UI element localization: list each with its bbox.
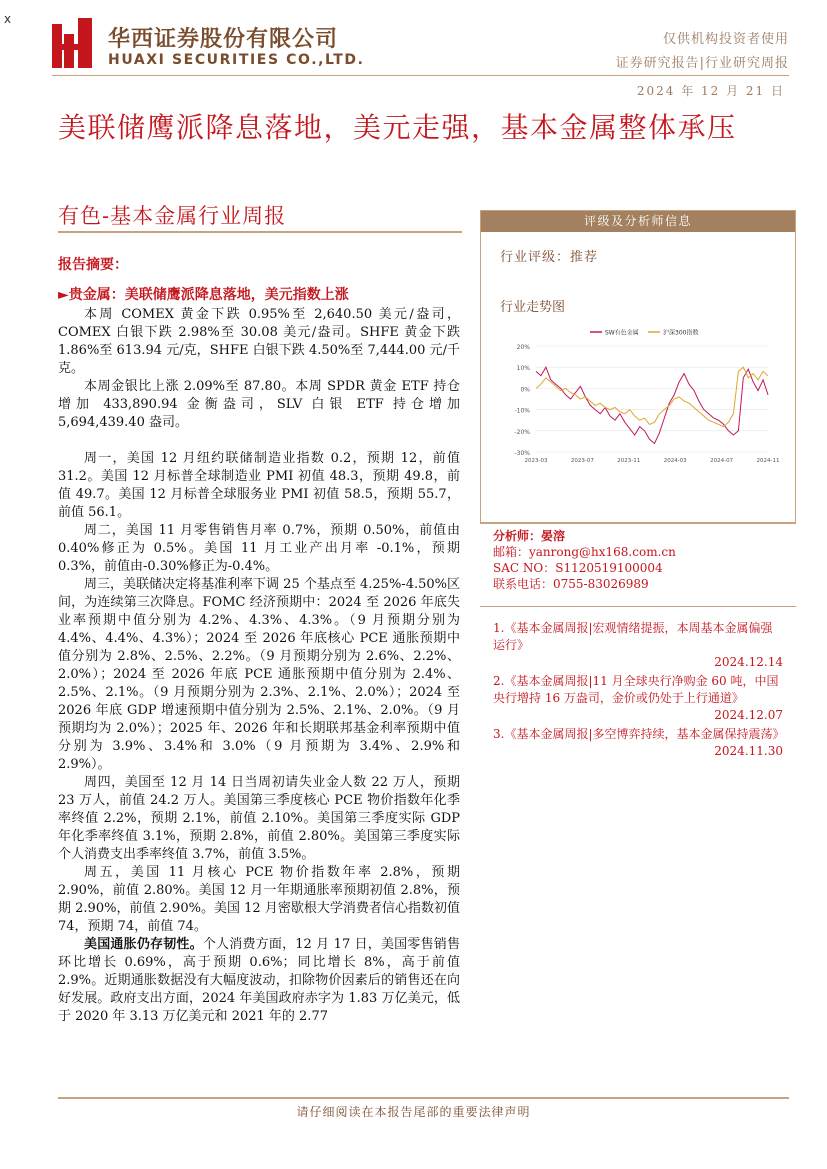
analyst-sac: SAC NO：S1120519100004 — [493, 561, 663, 575]
analyst-name: 分析师：晏溶 — [493, 529, 566, 543]
y-tick-label: 10% — [516, 365, 530, 373]
x-tick-label: 2023-07 — [570, 458, 594, 464]
summary-heading: 报告摘要： — [58, 257, 128, 273]
trend-chart-label: 行业走势图 — [500, 300, 566, 315]
industry-trend-chart — [500, 322, 780, 472]
paragraph: 周一，美国 12 月纽约联储制造业指数 0.2，预期 12，前值 31.2。美国 12 月标普全球制造业 PMI 初值 48.3，预期 49.8，前值 49.7。美国 12 月标普全球服务业 PMI 初值 58.5，预期 55.7，前值 56.1。 — [58, 451, 460, 520]
related-report-date: 2024.12.14 — [714, 655, 783, 669]
related-report-date: 2024.12.07 — [714, 708, 783, 722]
footer-divider — [58, 1097, 789, 1099]
x-tick-label: 2024-03 — [663, 458, 687, 464]
y-tick-label: -20% — [514, 428, 530, 436]
paragraph: 本周 COMEX 黄金下跌 0.95%至 2,640.50 美元/盎司，COMEX 白银下跌 2.98%至 30.08 美元/盎司。SHFE 黄金下跌 1.86%至 613.94 元/克，SHFE 白银下跌 4.50%至 7,444.00 元/千克。 — [58, 307, 460, 376]
paragraph-rest: 个人消费方面，12 月 17 日，美国零售销售环比增长 0.69%，高于预期 0.6%；同比增长 8%，高于前值 2.9%。近期通胀数据没有大幅度波动，扣除物价因素后的销售还在向好发展。政府支出方面，2024 年美国政府赤字为 1.83 万亿美元，低于 2020 年 3.13 万亿美元和 2021 年的 2.77 — [58, 937, 460, 1024]
related-report[interactable] — [493, 673, 783, 724]
report-kind: 证券研究报告|行业研究周报 — [615, 56, 789, 71]
legend-label: 沪深300指数 — [663, 329, 699, 337]
related-reports — [493, 620, 783, 762]
paragraph — [58, 936, 460, 1026]
related-report-title: 1.《基本金属周报|宏观情绪提振，本周基本金属偏强运行》 — [493, 621, 773, 652]
paragraph: 周四，美国至 12 月 14 日当周初请失业金人数 22 万人，预期 23 万人，前值 24.2 万人。美国第三季度核心 PCE 物价指数年化季率终值 2.2%，预期 2.1%，前值 2.10%。美国第三季度实际 GDP 年化季率终值 3.1%，预期 2.8%，前值 2.80%。美国第三季度实际个人消费支出季率终值 3.7%，前值 3.5%。 — [58, 775, 460, 862]
related-report-date: 2024.11.30 — [714, 744, 783, 758]
x-tick-label: 2023-11 — [617, 458, 641, 464]
audience-note: 仅供机构投资者使用 — [662, 32, 789, 47]
related-report[interactable] — [493, 620, 783, 671]
gold-section-heading: ►贵金属：美联储鹰派降息落地，美元指数上涨 — [58, 287, 349, 303]
paragraph-bold-lead: 美国通胀仍存韧性。 — [84, 937, 203, 952]
header-divider — [52, 75, 789, 76]
rating-box-title: 评级及分析师信息 — [481, 211, 795, 232]
analyst-email[interactable]: 邮箱：yanrong@hx168.com.cn — [493, 545, 676, 559]
y-tick-label: -30% — [514, 450, 530, 457]
analyst-divider — [480, 522, 796, 524]
y-tick-label: -10% — [514, 407, 530, 415]
summary-body — [58, 306, 460, 1026]
series-line — [536, 367, 768, 426]
series-line — [536, 367, 768, 443]
industry-rating: 行业评级：推荐 — [500, 250, 599, 265]
huaxi-logo-icon — [52, 18, 100, 68]
brand-name-en: HUAXI SECURITIES CO.,LTD. — [108, 52, 365, 68]
paragraph: 周二，美国 11 月零售销售月率 0.7%，预期 0.50%，前值由 0.40%修正为 0.5%。美国 11 月工业产出月率 -0.1%，预期 0.3%，前值由-0.30%修正为-0.4%。 — [58, 523, 460, 574]
brand-name-cn: 华西证券股份有限公司 — [108, 26, 339, 52]
x-tick-label: 2024-07 — [710, 458, 734, 464]
y-tick-label: 20% — [516, 344, 530, 351]
related-report-title: 2.《基本金属周报|11 月全球央行净购金 60 吨，中国央行增持 16 万盎司，金价或仍处于上行通道》 — [493, 674, 779, 705]
corner-mark: x — [4, 12, 12, 26]
subtitle-divider — [58, 231, 462, 233]
related-report-title: 3.《基本金属周报|多空博弈持续，基本金属保持震荡》 — [493, 727, 785, 741]
paragraph: 本周金银比上涨 2.09%至 87.80。本周 SPDR 黄金 ETF 持仓增加 433,890.94 金衡盎司，SLV 白银 ETF 持仓增加 5,694,439.40 盎司。 — [58, 379, 460, 430]
x-tick-label: 2024-11 — [756, 458, 780, 464]
analyst-phone: 联系电话：0755-83026989 — [493, 577, 649, 591]
report-title: 美联储鹰派降息落地，美元走强，基本金属整体承压 — [58, 111, 737, 144]
x-tick-label: 2023-03 — [524, 458, 548, 464]
report-date: 2024 年 12 月 21 日 — [636, 84, 785, 98]
paragraph: 周五，美国 11 月核心 PCE 物价指数年率 2.8%，预期 2.90%，前值 2.80%。美国 12 月一年期通胀率预期初值 2.8%，预期 2.90%，前值 2.90%。美国 12 月密歇根大学消费者信心指数初值 74，预期 74，前值 74。 — [58, 865, 460, 934]
footer-disclaimer: 请仔细阅读在本报告尾部的重要法律声明 — [296, 1105, 531, 1119]
report-subtitle: 有色-基本金属行业周报 — [58, 204, 287, 228]
legend-label: SW有色金属 — [605, 329, 639, 337]
y-tick-label: 0% — [520, 386, 530, 394]
related-divider — [480, 606, 796, 607]
analyst-info — [493, 528, 676, 592]
related-report[interactable] — [493, 726, 783, 760]
paragraph: 周三，美联储决定将基准利率下调 25 个基点至 4.25%-4.50%区间，为连续第三次降息。FOMC 经济预期中：2024 至 2026 年底失业率预期中值分别为 4.2%、4.3%、4.3%。（9 月预期分别为 4.4%、4.4%、4.3%）；2024 至 2026 年底核心 PCE 通胀预期中值分别为 2.8%、2.5%、2.2%。（9 月预期分别为 2.6%、2.2%、2.0%）；2024 至 2026 年底 PCE 通胀预期中值分别为 2.4%、2.5%、2.1%。（9 月预期分别为 2.3%、2.1%、2.0%）；2024 至 2026 年底 GDP 增速预期中值分别为 2.5%、2.1%、2.0%。（9 月预期均为 2.0%）；2025 年、2026 年和长期联邦基金利率预期中值分别为 3.9%、3.4%和 3.0%（9 月预期为 3.4%、2.9%和 2.9%）。 — [58, 577, 460, 772]
